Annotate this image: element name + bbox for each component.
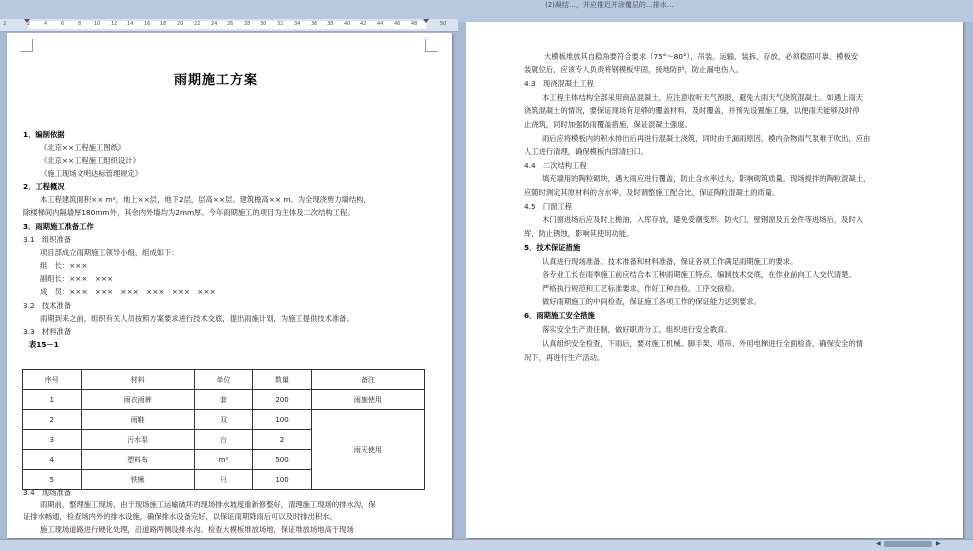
table-cell: 只 <box>194 470 253 490</box>
table-row <box>23 410 425 430</box>
ruler-tick: 22 <box>194 21 201 27</box>
document-page-right[interactable] <box>466 22 963 538</box>
text-line: 雨期前，整理施工现场，由于现场施工运输破坏的现场排水坡度重新修整好，清理施工现场的排水沟，保 <box>40 500 376 509</box>
text-line: 人工进行清理，确保模板内部清扫口。 <box>524 147 649 156</box>
ruler-tick: 4 <box>44 21 48 27</box>
text-line: 项目部成立雨期施工领导小组，组成如下： <box>40 248 179 257</box>
text-line: 组 长：××× <box>40 261 88 270</box>
table-cell: 1 <box>23 390 82 410</box>
ruler-tick: 18 <box>160 21 167 27</box>
table-cell: 塑料布 <box>81 450 194 470</box>
subsection-heading: 3.1 组织准备 <box>23 235 72 244</box>
horizontal-scrollbar-thumb[interactable] <box>884 541 932 547</box>
text-line: 填充墙用的陶粒砌块，遇大雨应进行覆盖，防止含水率过大，影响砌筑质量。现场搅拌的陶粒混凝土， <box>542 174 871 183</box>
ruler-tick: 40 <box>344 21 351 27</box>
table-header-cell: 备注 <box>311 370 424 390</box>
text-line: 成 员：××× ××× ××× ××× ××× ××× <box>40 287 216 296</box>
crop-mark <box>425 39 438 52</box>
ruler-tick: 16 <box>144 21 151 27</box>
ruler-tick: 12 <box>111 21 118 27</box>
text-line: 证排水畅通，检查场内外的排水设施，确保排水设备完好，以保证雨期降雨后可以及时排出积水。 <box>23 512 337 521</box>
text-line: 施工现场道路进行硬化处理，沿道路两侧设排水沟。检查大模板堆放场地，保证堆放场地高于现场 <box>40 525 354 534</box>
document-title: 雨期施工方案 <box>174 73 259 88</box>
text-line: 除楼梯间内隔墙厚180mm外，其余内外墙均为2mm厚。今年雨期施工的项目为主体及二次结构工程。 <box>23 208 355 217</box>
ruler-tick: 36 <box>311 21 318 27</box>
ruler-tick: 44 <box>377 21 384 27</box>
horizontal-ruler[interactable] <box>0 19 458 32</box>
text-line: 本工程建筑面积×× m²，地上××层，地下2层，层高××层。建筑檐高×× m。为全现浇剪力墙结构， <box>40 195 371 204</box>
table-row <box>23 390 425 410</box>
text-line: 各专业工长在雨季施工前应结合本工种雨期施工特点，编制技术交底，在作业前向工人交代清楚。 <box>542 270 856 279</box>
ruler-tick: 20 <box>177 21 184 27</box>
right-indent-marker[interactable] <box>423 19 429 23</box>
subsection-heading: 4.4 二次结构工程 <box>524 161 587 170</box>
ruler-tick: 30 <box>260 21 267 27</box>
scroll-right-arrow-icon[interactable]: ▶ <box>936 540 941 547</box>
ruler-tick: 32 <box>277 21 284 27</box>
table-cell: 台 <box>194 430 253 450</box>
document-page-left[interactable] <box>7 33 452 538</box>
ruler-tick: 6 <box>61 21 65 27</box>
table-cell: 100 <box>253 410 312 430</box>
materials-table <box>22 369 425 490</box>
table-merged-note-cell: 雨天使用 <box>311 410 424 490</box>
text-line: 止浇筑，同时加强防雨覆盖措施，保证混凝土强度。 <box>524 120 692 129</box>
ruler-tick: 34 <box>294 21 301 27</box>
ruler-tick: 2 <box>27 21 31 27</box>
text-line: 《北京××工程施工图纸》 <box>40 143 126 152</box>
table-cell: 污水泵 <box>81 430 194 450</box>
text-line: 雨后应将模板内的积水排出后再进行混凝土浇筑，同时由于漏雨原因，模内杂物雨气泵难于吹出，应由 <box>542 134 871 143</box>
text-line: 库，防止锈蚀，影响其使用功能。 <box>524 229 634 238</box>
table-cell: 100 <box>253 470 312 490</box>
ruler-tick: 46 <box>394 21 401 27</box>
section-heading: 3．雨期施工准备工作 <box>23 222 94 231</box>
section-heading: 1．编制依据 <box>23 130 65 139</box>
table-cell: 雨鞋 <box>81 410 194 430</box>
ruler-tick: 28 <box>244 21 251 27</box>
table-cell: 铁锹 <box>81 470 194 490</box>
table-cell: 2 <box>23 410 82 430</box>
table-cell: 2 <box>253 430 312 450</box>
text-line: 应随时测定其原材料的含水率，及时调整施工配合比，保证陶粒混凝土的质量。 <box>524 188 780 197</box>
table-cell: 4 <box>23 450 82 470</box>
table-header-cell: 材料 <box>81 370 194 390</box>
text-line: 浇筑混凝土的情况，要保证现场有足够的覆盖材料，及时覆盖，并预先设置施工缝，以便雨天能够及时停 <box>524 106 860 115</box>
text-line: 认真组织安全检查，下雨后，要对施工机械、脚手架、塔吊、外用电梯进行全面检查，确保安全的情 <box>542 339 864 348</box>
previous-page-overflow-text: (2)凝结…，并应推迟并涂覆层的…排水… <box>545 1 674 9</box>
ruler-tick: 26 <box>227 21 234 27</box>
text-line: 本工程主体结构全部采用商品混凝土，应注意收听天气预报，避免大雨天气浇筑混凝土。如遇上雨天 <box>542 93 864 102</box>
left-indent-marker[interactable] <box>24 19 30 23</box>
text-line: 雨期到来之前，组织有关人员按照方案要求进行技术交底，提出雨施计划，为施工提供技术准备。 <box>40 314 354 323</box>
ruler-tick: 48 <box>411 21 418 27</box>
text-line: 严格执行规范和工艺标准要求，作好工种自检、工序交接检。 <box>542 284 740 293</box>
scroll-left-arrow-icon[interactable]: ◀ <box>876 540 881 547</box>
text-line: 《北京××工程施工组织设计》 <box>40 156 140 165</box>
crop-mark <box>20 39 33 52</box>
text-line: 认真进行现场准备、技术准备和材料准备，保证各项工作满足雨期施工的要求。 <box>542 257 798 266</box>
section-heading: 6．雨期施工安全措施 <box>524 311 595 320</box>
subsection-heading: 4.5 门窗工程 <box>524 202 573 211</box>
ruler-tick: 38 <box>327 21 334 27</box>
section-heading: 5．技术保证措施 <box>524 243 581 252</box>
section-heading: 2．工程概况 <box>23 182 65 191</box>
ruler-tick: 42 <box>360 21 367 27</box>
text-line: 大模板堆放其自稳角要符合要求（75°～80°），吊装、运输、装拆、存放，必须稳固可靠。模板安 <box>544 52 859 61</box>
table-cell: 500 <box>253 450 312 470</box>
table-header-cell: 序号 <box>23 370 82 390</box>
text-line: 落实安全生产责任制，做好职责分工，组织进行安全教育。 <box>542 325 732 334</box>
text-line: 做好雨期施工的中间检查，保证施工各项工作的保证能力达到要求。 <box>542 297 761 306</box>
table-cell: 雨施使用 <box>311 390 424 410</box>
ruler-tick: 24 <box>211 21 218 27</box>
table-cell: m² <box>194 450 253 470</box>
ruler-tick: 8 <box>78 21 82 27</box>
table-header-cell: 数量 <box>253 370 312 390</box>
ruler-tick: 10 <box>94 21 101 27</box>
subsection-heading: 3.2 技术准备 <box>23 301 72 310</box>
subsection-heading: 3.3 材料准备 <box>23 327 72 336</box>
ruler-tick: 2 <box>3 21 7 27</box>
subsection-heading: 4.3 现浇混凝土工程 <box>524 79 594 88</box>
status-bar <box>0 539 973 551</box>
ruler-tick: 50 <box>440 21 447 27</box>
table-header-row <box>23 370 425 390</box>
table-header-cell: 单位 <box>194 370 253 390</box>
ruler-tick: 14 <box>127 21 134 27</box>
table-caption: 表15－1 <box>29 340 59 349</box>
text-line: 木门窗进场后应及时上檐油，入库存放，避免受潮变形。防火门、壁钢窗及五金件等进场后，及时入 <box>542 215 864 224</box>
table-cell: 200 <box>253 390 312 410</box>
table-cell: 雨衣雨裤 <box>81 390 194 410</box>
subsection-heading: 3.4 现场准备 <box>23 488 72 497</box>
text-line: 副组长：××× ××× <box>40 274 114 283</box>
text-line: 装就位后，应该专人负责将钢模板牢固，接地防护，防止漏电伤人。 <box>524 65 743 74</box>
table-cell: 套 <box>194 390 253 410</box>
table-cell: 5 <box>23 470 82 490</box>
table-cell: 双 <box>194 410 253 430</box>
text-line: 《施工现场文明达标管理规定》 <box>40 169 143 178</box>
table-cell: 3 <box>23 430 82 450</box>
text-line: 况下，再进行生产活动。 <box>524 353 605 362</box>
